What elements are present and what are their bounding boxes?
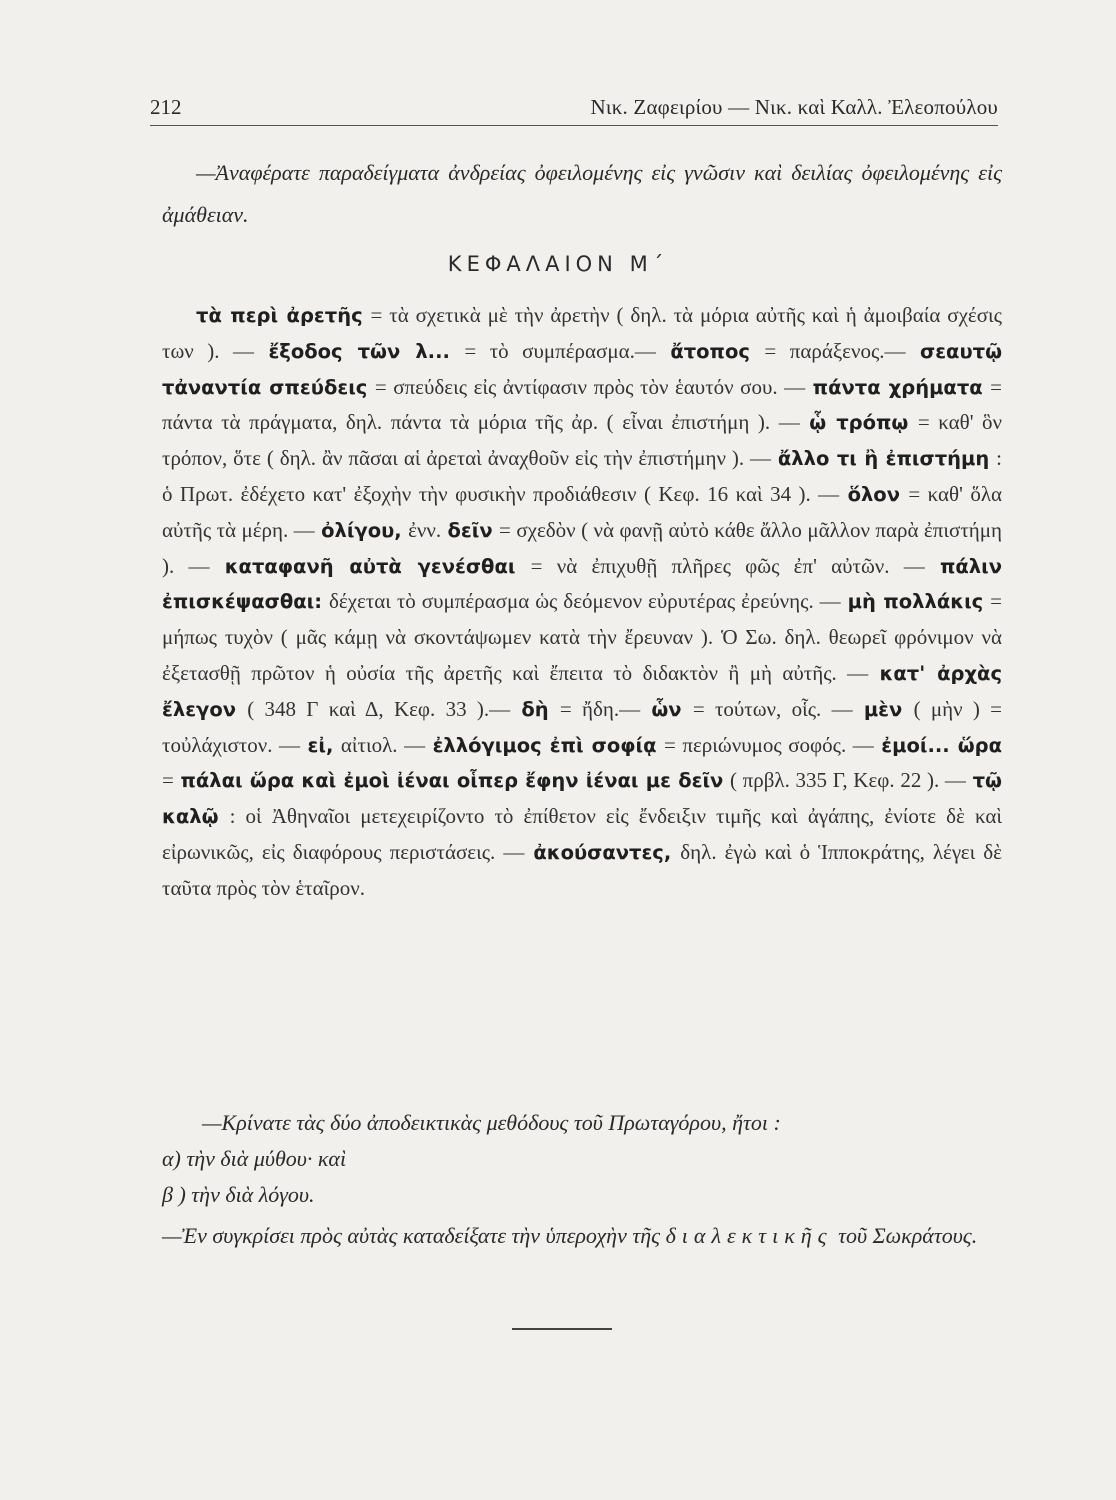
glossary-gloss: = νὰ ἐπιχυθῇ πλῆρες φῶς ἐπ' αὐτῶν. — <box>530 553 925 578</box>
glossary-lemma: ἔξοδος τῶν λ... <box>268 339 450 363</box>
glossary-lemma: μὲν <box>863 697 903 721</box>
glossary-gloss: : οἱ Ἀθηναῖοι μετεχειρίζοντο τὸ ἐπίθετον εἰς ἔνδειξιν τιμῆς καὶ ἀγάπης, ἐνίοτε δὲ καὶ εἰρωνικῶς, εἰς διαφόρους περιστάσεις. — <box>162 804 1003 864</box>
glossary-gloss: = περιώνυμος σοφός. — <box>664 732 874 757</box>
glossary-gloss: = καθ' ὅλα αὐτῆς τὰ μέρη. — <box>162 481 1003 542</box>
glossary-gloss: = <box>162 768 174 793</box>
question-3-start: —Ἐν συγκρίσει πρὸς αὐτὰς καταδείξατε τὴν ὑπεροχὴν τῆς <box>162 1223 661 1248</box>
glossary-lemma: πάλιν ἐπισκέψασθαι: <box>162 554 1003 614</box>
section-divider <box>512 1328 612 1330</box>
question-1: —Ἀναφέρατε παραδείγματα ἀνδρείας ὀφειλομένης εἰς γνῶσιν καὶ δειλίας ὀφειλομένης εἰς ἀμάθειαν. <box>162 160 1002 227</box>
glossary-lemma: ᾧ τρόπῳ <box>809 411 909 435</box>
running-head: Νικ. Ζαφειρίου — Νικ. καὶ Καλλ. Ἐλεοπούλου <box>590 95 998 119</box>
glossary-gloss: = παράξενος.— <box>764 338 906 363</box>
glossary-gloss: = μήπως τυχὸν ( μᾶς κάμῃ νὰ σκοντάψωμεν κατὰ τὴν ἔρευναν ). Ὁ Σω. δηλ. θεωρεῖ φρόνιμον νὰ ἐξετασθῇ πρῶτον ἡ οὐσία τῆς ἀρετῆς καὶ ἔπειτα τὸ διδακτὸν ἢ μὴ αὐτῆς. — <box>162 589 1003 685</box>
glossary-gloss: = σπεύδεις εἰς ἀντίφασιν πρὸς τὸν ἑαυτόν σου. — <box>374 374 806 399</box>
question-2-item-b: β ) τὴν διὰ λόγου. <box>162 1182 315 1207</box>
glossary-lemma: εἰ, <box>307 733 334 757</box>
glossary-gloss: : ὁ Πρωτ. ἐδέχετο κατ' ἐξοχὴν τὴν φυσικὴν προδιάθεσιν ( Κεφ. 16 καὶ 34 ). — <box>162 446 1002 506</box>
glossary-lemma: σεαυτῷ τἀναντία σπεύδεις <box>162 339 1003 399</box>
glossary-lemma: ἐλλόγιμος ἐπὶ σοφίᾳ <box>432 733 657 757</box>
glossary-lemma: δὴ <box>521 697 549 721</box>
glossary-paragraph <box>162 298 1002 907</box>
glossary-gloss: = τὸ συμπέρασμα.— <box>464 338 656 363</box>
glossary-lemma: δεῖν <box>447 518 493 542</box>
glossary-gloss: = καθ' ὃν τρόπον, ὅτε ( δηλ. ἂν πᾶσαι αἱ ἀρεταὶ ἀναχθοῦν εἰς τὴν ἐπιστήμην ). — <box>162 410 1002 471</box>
glossary-lemma: ὀλίγου, <box>321 518 402 542</box>
page-number: 212 <box>150 95 182 119</box>
glossary-lemma: ἐμοί... ὥρα <box>881 733 1003 757</box>
question-2 <box>162 1105 1002 1213</box>
chapter-title: ΚΕΦΑΛΑΙΟΝ Μ΄ <box>447 252 669 276</box>
glossary-gloss: = πάντα τὰ πράγματα, δηλ. πάντα τὰ μόρια τῆς ἀρ. ( εἶναι ἐπιστήμη ). — <box>162 374 1002 435</box>
question-3 <box>162 1216 1002 1256</box>
glossary-lemma: κατ' ἀρχὰς ἔλεγον <box>162 661 1003 721</box>
glossary-gloss: = σχεδὸν ( νὰ φανῇ αὐτὸ κάθε ἄλλο μᾶλλον παρὰ ἐπιστήμη ). — <box>162 517 1002 578</box>
glossary-gloss: ( μὴν ) = τοὐλάχιστον. — <box>162 696 1002 757</box>
question-2-intro: —Κρίνατε τὰς δύο ἀποδεικτικὰς μεθόδους τοῦ Πρωταγόρου, ἤτοι : <box>202 1110 781 1135</box>
glossary-lemma: ἄλλο τι ἢ ἐπιστήμη <box>777 447 990 471</box>
question-3-spaced-word: διαλεκτικῆς <box>665 1223 833 1248</box>
question-3-end: τοῦ Σωκράτους. <box>838 1223 978 1248</box>
glossary-gloss: = τούτων, οἷς. — <box>692 696 853 721</box>
question-2-item-a: α) τὴν διὰ μύθου· καὶ <box>162 1146 347 1171</box>
glossary-gloss: ( πρβλ. 335 Γ, Κεφ. 22 ). — <box>729 768 966 793</box>
glossary-lemma: ὧν <box>651 697 682 721</box>
glossary-lemma: ἄτοπος <box>670 339 750 363</box>
glossary-gloss: = ἤδη.— <box>559 696 641 721</box>
glossary-lemma: τὰ περὶ ἀρετῆς <box>196 304 363 327</box>
glossary-gloss: = τὰ σχετικὰ μὲ τὴν ἀρετὴν ( δηλ. τὰ μόρια αὐτῆς καὶ ἡ ἀμοιβαία σχέσις των ). — <box>162 303 1003 363</box>
glossary-gloss: ἐνν. <box>408 517 442 542</box>
glossary-lemma: πάντα χρήματα <box>812 375 983 399</box>
glossary-lemma: ἀκούσαντες, <box>533 840 672 864</box>
page-header <box>150 92 998 126</box>
glossary-gloss: δέχεται τὸ συμπέρασμα ὡς δεόμενον εὐρυτέρας ἐρεύνης. — <box>328 589 841 614</box>
glossary-lemma: καταφανῆ αὐτὰ γενέσθαι <box>224 554 516 578</box>
glossary-gloss: δηλ. ἐγὼ καὶ ὁ Ἱπποκράτης, λέγει δὲ ταῦτα πρὸς τὸν ἑταῖρον. <box>162 839 1002 900</box>
glossary-lemma: πάλαι ὥρα καὶ ἐμοὶ ἰέναι οἷπερ ἔφην ἰέναι με δεῖν <box>180 769 724 793</box>
glossary-gloss: ( 348 Γ καὶ Δ, Κεφ. 33 ).— <box>247 696 511 721</box>
glossary-gloss: αἰτιολ. — <box>340 732 426 757</box>
glossary-lemma: ὅλον <box>847 482 900 506</box>
glossary-lemma: τῷ καλῷ <box>162 769 1002 829</box>
glossary-lemma: μὴ πολλάκις <box>847 590 984 614</box>
